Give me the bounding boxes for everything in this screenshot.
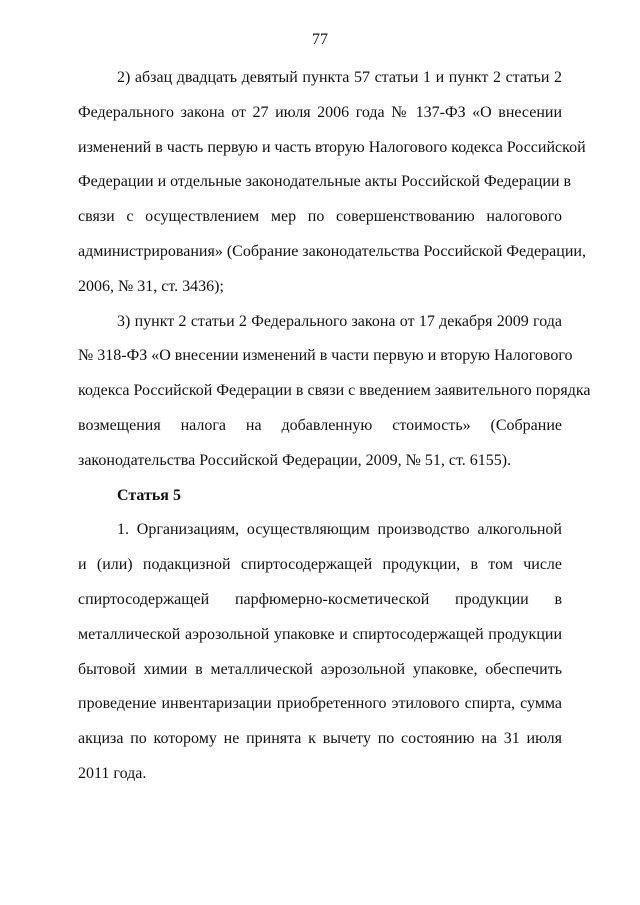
document-body (78, 61, 591, 792)
text-line: 2006, № 31, ст. 3436); (78, 277, 224, 295)
text-line: бытовой химии в металлической аэрозольной упаковке, обеспечить (78, 660, 562, 678)
text-line: Федерального закона от 27 июля 2006 года № 137-ФЗ «О внесении (78, 103, 562, 121)
text-line: кодекса Российской Федерации в связи с введением заявительного порядка (78, 382, 591, 400)
paragraph-article-5-1 (78, 513, 562, 791)
text-line: Федерации и отдельные законодательные акты Российской Федерации в (78, 173, 572, 191)
text-line: 2011 года. (78, 764, 147, 782)
text-line: администрирования» (Собрание законодательства Российской Федерации, (78, 242, 586, 260)
text-line: законодательства Российской Федерации, 2009, № 51, ст. 6155). (78, 451, 512, 469)
text-line: и (или) подакцизной спиртосодержащей продукции, в том числе (78, 556, 562, 574)
text-line: 1. Организациям, осуществляющим производство алкогольной (117, 521, 562, 539)
text-line: № 318-ФЗ «О внесении изменений в части первую и вторую Налогового (78, 347, 573, 365)
article-heading: Статья 5 (117, 486, 181, 504)
text-line: спиртосодержащей парфюмерно-косметической продукции в (78, 590, 562, 608)
text-line: возмещения налога на добавленную стоимость» (Собрание (78, 416, 562, 434)
text-line: 3) пункт 2 статьи 2 Федерального закона от 17 декабря 2009 года (117, 312, 562, 330)
page-number: 77 (312, 31, 328, 48)
paragraph-item-2 (78, 61, 586, 305)
text-line: акциза по которому не принята к вычету по состоянию на 31 июля (78, 730, 562, 748)
text-line: 2) абзац двадцать девятый пункта 57 статьи 1 и пункт 2 статьи 2 (117, 69, 562, 86)
text-line: металлической аэрозольной упаковке и спиртосодержащей продукции (78, 625, 562, 643)
text-line: проведение инвентаризации приобретенного этилового спирта, сумма (78, 695, 562, 713)
text-line: связи с осуществлением мер по совершенствованию налогового (78, 208, 562, 226)
text-line: изменений в часть первую и часть вторую Налогового кодекса Российской (78, 138, 586, 156)
paragraph-item-3 (78, 305, 591, 479)
